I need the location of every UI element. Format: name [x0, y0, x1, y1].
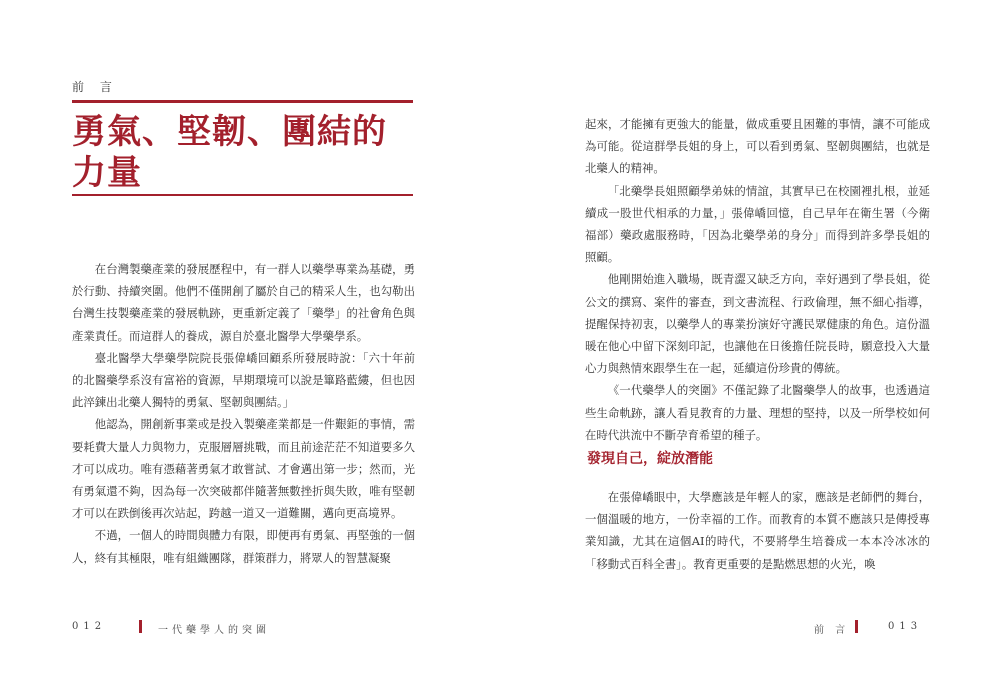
- chapter-title-line-1: 勇氣、堅韌、團結的: [72, 112, 387, 152]
- paragraph: 在張偉嶠眼中，大學應該是年輕人的家，應該是老師們的舞台，一個溫暖的地方，一份幸福的工作。而教育的本質不應該只是傳授專業知識，尤其在這個AI的時代，不要將學生培養成一本本冷冰冰的「移動式百科全書」。教育更重要的是點燃思想的火光，喚: [585, 490, 930, 571]
- left-body-text: [72, 258, 415, 569]
- chapter-title: [72, 112, 417, 194]
- section-label: 前 言: [72, 80, 118, 94]
- paragraph: 「北藥學長姐照顧學弟妹的情誼，其實早已在校園裡扎根，並延續成一股世代相承的力量，」張偉嶠回憶，自己早年在衛生署（今衛福部）藥政處服務時，「因為北藥學弟的身分」而得到許多學長姐的照顧。: [585, 183, 930, 265]
- right-page-number: 013: [888, 621, 923, 632]
- right-body-text-top: [585, 113, 930, 446]
- paragraph: 他剛開始進入職場，既青澀又缺乏方向，幸好遇到了學長姐，從公文的撰寫、案件的審查，到文書流程、行政倫理，無不細心指導，提醒保持初衷，以藥學人的專業扮演好守護民眾健康的角色。這份溫暖在他心中留下深刻印記，也讓他在日後擔任院長時，願意投入大量心力與熱情來跟學生在一起，延續這份珍貴的傳統。: [585, 272, 930, 376]
- subheading: 發現自己，綻放潛能: [587, 451, 713, 467]
- paragraph: 在台灣製藥產業的發展歷程中，有一群人以藥學專業為基礎，勇於行動、持續突圍。他們不僅開創了屬於自己的精采人生，也勾勒出台灣生技製藥產業的發展軌跡，更重新定義了「藥學」的社會角色與產業責任。而這群人的養成，源自於臺北醫學大學藥學系。: [72, 262, 415, 343]
- paragraph: 《一代藥學人的突圍》不僅記錄了北醫藥學人的故事，也透過這些生命軌跡，讓人看見教育的力量、理想的堅持，以及一所學校如何在時代洪流中不斷孕育希望的種子。: [585, 383, 930, 442]
- chapter-title-line-2: 力量: [72, 153, 142, 193]
- paragraph: 起來，才能擁有更強大的能量，做成重要且困難的事情，讓不可能成為可能。從這群學長姐的身上，可以看到勇氣、堅韌與團結，也就是北藥人的精神。: [585, 117, 930, 176]
- right-body-text-bottom: [585, 486, 930, 575]
- title-top-rule: [72, 100, 413, 103]
- right-page: [500, 0, 1000, 689]
- right-footer-bar: [855, 620, 858, 633]
- paragraph: 臺北醫學大學藥學院院長張偉嶠回顧系所發展時說：「六十年前的北醫藥學系沒有富裕的資源，早期環境可以說是篳路藍縷，但也因此淬鍊出北藥人獨特的勇氣、堅韌與團結。」: [72, 350, 415, 410]
- left-page-number: 012: [72, 621, 107, 632]
- paragraph: 他認為，開創新事業或是投入製藥產業都是一件艱鉅的事情，需要耗費大量人力與物力，克服層層挑戰，而且前途茫茫不知道要多久才可以成功。唯有憑藉著勇氣才敢嘗試、才會邁出第一步；然而，光有勇氣還不夠，因為每一次突破都伴隨著無數挫折與失敗，唯有堅韌才可以在跌倒後再次站起，跨越一道又一道難關，邁向更高境界。: [72, 417, 415, 521]
- title-bottom-rule: [72, 194, 413, 196]
- left-footer-bar: [139, 620, 142, 633]
- right-footer-section: 前 言: [814, 625, 850, 636]
- paragraph: 不過，一個人的時間與體力有限，即便再有勇氣、再堅強的一個人，終有其極限，唯有組織團隊，群策群力，將眾人的智慧凝聚: [72, 528, 415, 565]
- book-title-footer: 一代藥學人的突圍: [158, 625, 270, 636]
